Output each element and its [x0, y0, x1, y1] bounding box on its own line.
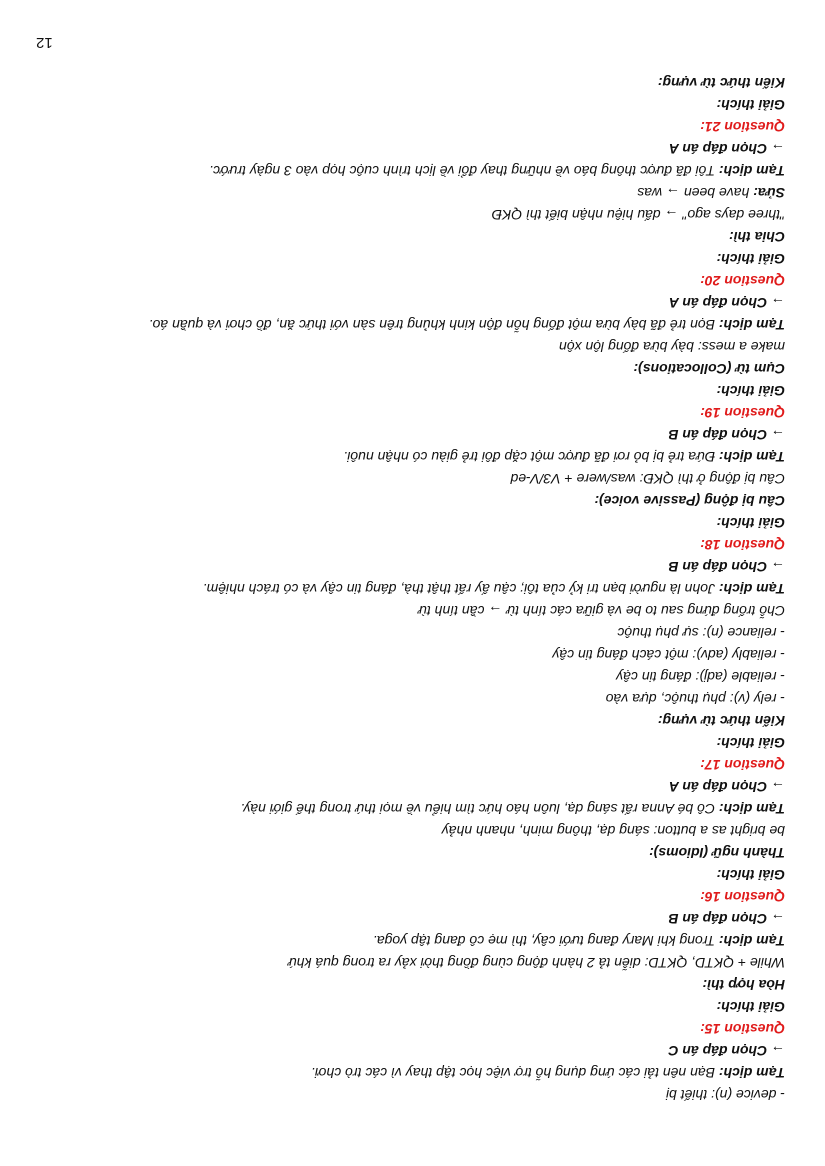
section-label: → Chọn đáp án A: [668, 779, 785, 795]
section-label: Giải thích:: [716, 515, 785, 531]
line-label: Sửa:: [753, 185, 785, 201]
body-line: - reliably (adv): một cách đáng tin cậy: [552, 647, 785, 663]
line-label: Tạm dịch:: [718, 581, 785, 597]
line-label: Tạm dịch:: [718, 801, 785, 817]
section-label: → Chọn đáp án A: [668, 141, 785, 157]
section-label: Giải thích:: [716, 97, 785, 113]
body-line: - reliance (n): sự phụ thuộc: [617, 625, 785, 641]
section-label: Giải thích:: [716, 999, 785, 1015]
explanation-line: [40, 182, 785, 204]
body-line: While + QKTD, QKTD: diễn tả 2 hành động cùng đồng thời xảy ra trong quá khứ: [287, 955, 785, 971]
explanation-line: [40, 798, 785, 820]
line-label: Tạm dịch:: [718, 933, 785, 949]
body-line: - rely (v): phụ thuộc, dựa vào: [605, 691, 785, 707]
section-label: Chia thì:: [729, 229, 785, 245]
line-label: Tạm dịch:: [718, 449, 785, 465]
line-label: Tạm dịch:: [718, 317, 785, 333]
section-label: → Chọn đáp án B: [668, 559, 785, 575]
line-text: Tôi đã được thông báo về những thay đổi về lịch trình cuộc họp vào 3 ngày trước.: [209, 163, 719, 179]
answer-explanations: [40, 72, 785, 1106]
explanation-line: [40, 930, 785, 952]
question-heading: Question 20:: [700, 273, 785, 289]
line-text: Đứa trẻ bị bỏ rơi đã được một cặp đôi trẻ giàu có nhận nuôi.: [343, 449, 719, 465]
line-text: Cô bé Anna rất sáng dạ, luôn háo hức tìm hiểu về mọi thứ trong thế giới này.: [240, 801, 719, 817]
section-label: → Chọn đáp án A: [668, 295, 785, 311]
question-heading: Question 19:: [700, 405, 785, 421]
section-label: Giải thích:: [716, 383, 785, 399]
page-number: 12: [36, 34, 53, 51]
explanation-line: [40, 1062, 785, 1084]
line-text: John là người bạn tri kỷ của tôi; cậu ấy rất thật thà, đáng tin cậy và có trách nhiệm.: [202, 581, 719, 597]
explanation-line: [40, 446, 785, 468]
line-text: Bạn nên tải các ứng dụng hỗ trợ việc học tập thay vì các trò chơi.: [310, 1065, 719, 1081]
explanation-line: [40, 314, 785, 336]
body-line: make a mess: bày bừa đống lộn xộn: [558, 339, 785, 355]
section-label: Hòa hợp thì:: [702, 977, 785, 993]
body-line: Câu bị động ở thì QKĐ: was/were + V3/V-ed: [510, 471, 785, 487]
line-label: Tạm dịch:: [718, 163, 785, 179]
question-heading: Question 15:: [700, 1021, 785, 1037]
question-heading: Question 17:: [700, 757, 785, 773]
explanation-line: [40, 578, 785, 600]
explanation-line: [40, 160, 785, 182]
body-line: - device (n): thiết bị: [665, 1087, 785, 1103]
line-label: Tạm dịch:: [718, 1065, 785, 1081]
body-line: - reliable (adj): đáng tin cậy: [616, 669, 785, 685]
line-text: Trong khi Mary đang tưới cây, thì mẹ cô đang tập yoga.: [372, 933, 719, 949]
section-label: Kiến thức từ vựng:: [657, 713, 785, 729]
body-line: be bright as a button: sáng dạ, thông minh, nhanh nhảy: [441, 823, 785, 839]
section-label: Câu bị động (Passive voice):: [594, 493, 785, 509]
section-label: → Chọn đáp án B: [668, 911, 785, 927]
section-label: Giải thích:: [716, 867, 785, 883]
body-line: "three days ago" → dấu hiệu nhận biết thì QKĐ: [491, 207, 785, 223]
section-label: Giải thích:: [716, 251, 785, 267]
section-label: Giải thích:: [716, 735, 785, 751]
question-heading: Question 18:: [700, 537, 785, 553]
section-label: Thành ngữ (Idioms):: [649, 845, 785, 861]
line-text: have been → was: [637, 185, 754, 201]
section-label: Cụm từ (Collocations):: [633, 361, 785, 377]
body-line: Chỗ trống đứng sau to be và giữa các tính từ → cần tính từ: [417, 603, 785, 619]
section-label: → Chọn đáp án C: [668, 1043, 785, 1059]
section-label: Kiến thức từ vựng:: [657, 75, 785, 91]
line-text: Bọn trẻ đã bày bừa một đống hỗn độn kinh khủng trên sàn với thức ăn, đồ chơi và quần áo.: [148, 317, 719, 333]
question-heading: Question 16:: [700, 889, 785, 905]
section-label: → Chọn đáp án B: [668, 427, 785, 443]
question-heading: Question 21:: [700, 119, 785, 135]
